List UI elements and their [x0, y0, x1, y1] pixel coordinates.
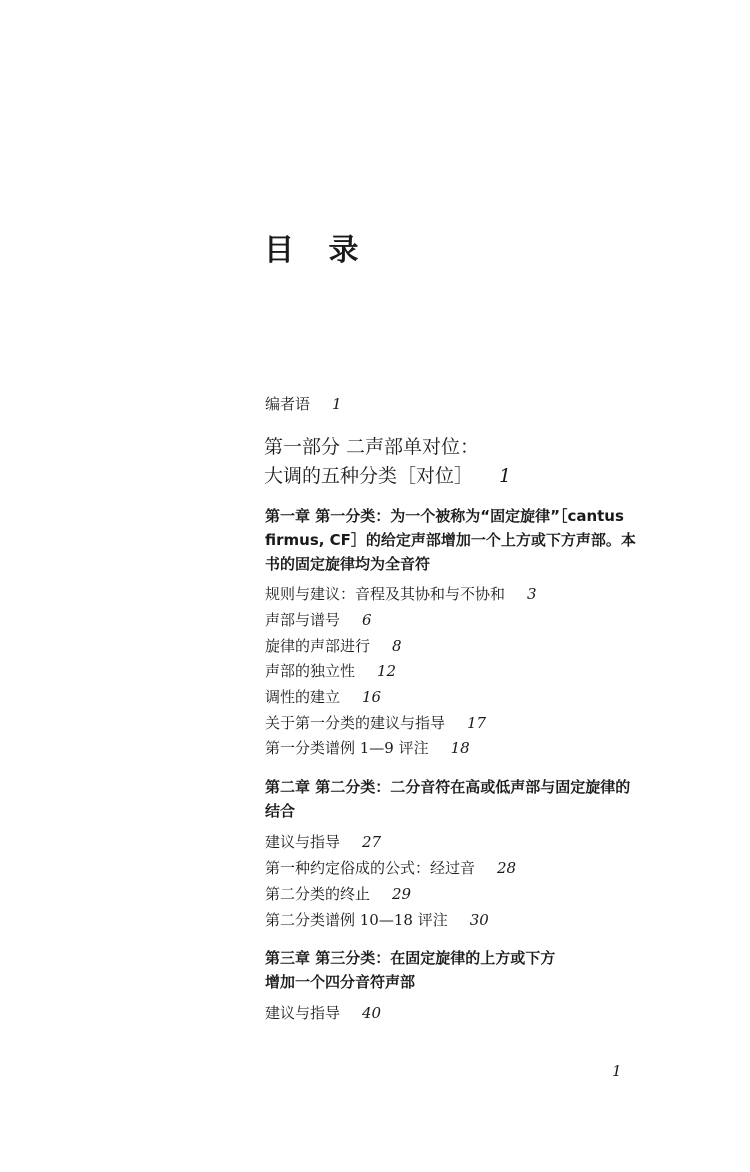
part-heading-page: 1 — [499, 465, 512, 487]
toc-entry-label: 第一分类谱例 1—9 评注 — [265, 739, 429, 757]
chapter-heading-1: 第一章 第一分类：为一个被称为“固定旋律”［cantus firmus, CF］的给定声部增加一个上方或下方声部。本书的固定旋律均为全音符 — [265, 507, 636, 573]
toc-entry-page: 12 — [377, 662, 397, 680]
toc-entry-page: 28 — [497, 859, 517, 877]
toc-entry-label: 声部的独立性 — [265, 662, 356, 680]
chapter-heading-2: 第二章 第二分类：二分音符在高或低声部与固定旋律的结合 — [265, 778, 631, 820]
toc-entry-label: 第二分类的终止 — [265, 885, 371, 903]
toc-entry — [265, 835, 381, 850]
toc-entry — [265, 587, 537, 602]
part-heading-line2 — [264, 467, 511, 486]
toc-title: 目 录 — [264, 233, 371, 268]
chapter-heading-line: 增加一个四分音符声部 — [265, 973, 416, 991]
toc-entry — [265, 639, 402, 654]
toc-entry-page: 6 — [362, 611, 372, 629]
toc-entry — [265, 861, 516, 876]
toc-entry-page: 30 — [469, 911, 489, 929]
toc-entry-label: 编者语 — [265, 395, 311, 413]
toc-entry — [265, 913, 489, 928]
part-heading-label: 大调的五种分类［对位］ — [264, 465, 474, 487]
toc-entry-page: 3 — [527, 585, 537, 603]
toc-entry — [265, 1006, 381, 1021]
chapter-heading-3 — [265, 946, 640, 994]
toc-entry-label: 声部与谱号 — [265, 611, 341, 629]
toc-entry-label: 关于第一分类的建议与指导 — [265, 714, 446, 732]
toc-entry-label: 第一种约定俗成的公式：经过音 — [265, 859, 476, 877]
toc-entry-label: 建议与指导 — [265, 833, 341, 851]
toc-entry-page: 17 — [467, 714, 487, 732]
toc-entry-label: 第二分类谱例 10—18 评注 — [265, 911, 448, 929]
toc-entry-page: 8 — [392, 637, 402, 655]
toc-entry-page: 27 — [362, 833, 382, 851]
toc-entry-editors-note — [265, 397, 342, 412]
toc-entry-page: 1 — [332, 395, 342, 413]
toc-entry-label: 建议与指导 — [265, 1004, 341, 1022]
chapter-heading-line: 第三章 第三分类：在固定旋律的上方或下方 — [265, 949, 556, 967]
toc-entry-page: 16 — [362, 688, 382, 706]
part-heading-line1: 第一部分 二声部单对位： — [264, 436, 480, 458]
toc-entry — [265, 741, 470, 756]
toc-entry — [265, 613, 372, 628]
toc-entry — [265, 716, 486, 731]
toc-entry-page: 29 — [392, 885, 412, 903]
toc-entry-page: 18 — [450, 739, 470, 757]
page-number: 1 — [612, 1062, 622, 1080]
toc-entry-page: 40 — [362, 1004, 382, 1022]
toc-entry-label: 调性的建立 — [265, 688, 341, 706]
toc-entry-label: 旋律的声部进行 — [265, 637, 371, 655]
toc-entry — [265, 887, 411, 902]
toc-entry — [265, 690, 381, 705]
toc-entry-label: 规则与建议：音程及其协和与不协和 — [265, 585, 506, 603]
toc-entry — [265, 664, 396, 679]
